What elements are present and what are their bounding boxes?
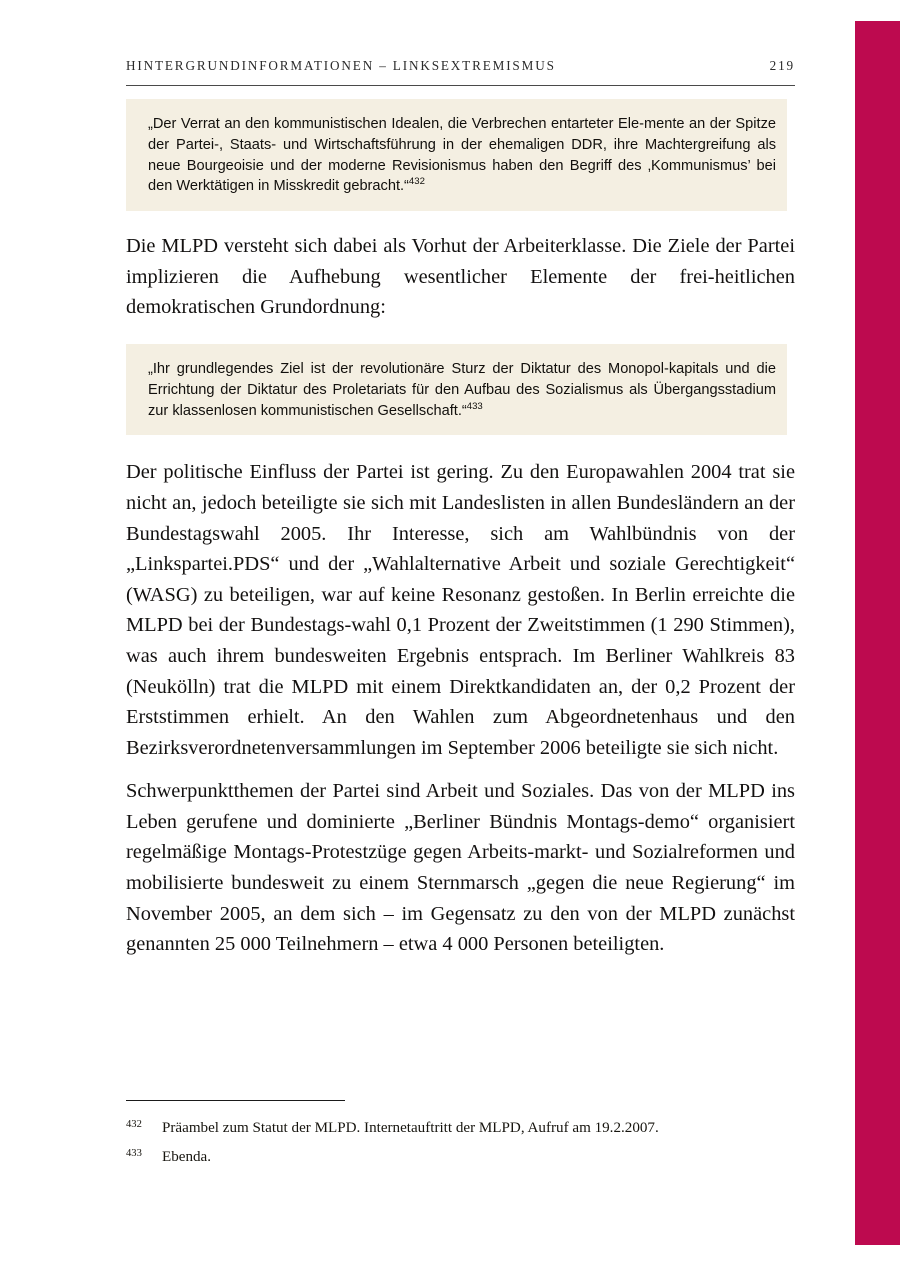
quote-block-2 — [126, 344, 787, 435]
footnote-text: Präambel zum Statut der MLPD. Internetauftritt der MLPD, Aufruf am 19.2.2007. — [162, 1120, 659, 1136]
quote-block-1 — [126, 99, 787, 211]
footnote-marker: 432 — [126, 1119, 142, 1130]
footnote-separator-rule — [126, 1100, 345, 1101]
running-header-title: HINTERGRUNDINFORMATIONEN – LINKSEXTREMISMUS — [126, 58, 556, 73]
footnote-area — [126, 1100, 795, 1176]
quote-block-2-footnote-ref: 433 — [466, 400, 483, 412]
page-number: 219 — [769, 58, 795, 73]
body-paragraph-3: Schwerpunktthemen der Partei sind Arbeit und Soziales. Das von der MLPD ins Leben gerufene und dominierte „Berliner Bündnis Montags-demo“ organisiert regelmäßige Montags-Protestzüge gegen Arbeits-markt- und Sozialreformen und mobilisierte bundesweit zu einem Sternmarsch „gegen die neue Regierung“ im November 2005, an dem sich – im Gegensatz zu den von der MLPD zunächst genannten 25 000 Teilnehmern – etwa 4 000 Personen beteiligten. — [126, 780, 795, 956]
footnote-item — [126, 1118, 795, 1138]
quote-block-2-text — [148, 359, 776, 421]
quote-block-1-footnote-ref: 432 — [408, 176, 425, 188]
footnote-item — [126, 1147, 795, 1167]
quote-block-2-body: „Ihr grundlegendes Ziel ist der revolutionäre Sturz der Diktatur des Monopol-kapitals und die Errichtung der Diktatur des Proletariats für den Aufbau des Sozialismus als Übergangsstadium zur klassenlosen kommunistischen Gesellschaft.“ — [148, 360, 776, 419]
footnote-marker: 433 — [126, 1148, 142, 1159]
quote-block-1-text — [148, 114, 776, 197]
body-paragraph-2: Der politische Einfluss der Partei ist gering. Zu den Europawahlen 2004 trat sie nicht an, jedoch beteiligte sie sich mit Landeslisten in allen Bundesländern an der Bundestagswahl 2005. Ihr Interesse, sich am Wahlbündnis von der „Linkspartei.PDS“ und der „Wahlalternative Arbeit und soziale Gerechtigkeit“ (WASG) zu beteiligen, war auf keine Resonanz gestoßen. In Berlin erreichte die MLPD bei der Bundestags-wahl 0,1 Prozent der Zweitstimmen (1 290 Stimmen), was auch ihrem bundesweiten Ergebnis entsprach. Im Berliner Wahlkreis 83 (Neukölln) trat die MLPD mit einem Direktkandidaten an, der 0,2 Prozent der Erststimmen erhielt. An den Wahlen zum Abgeordnetenhaus und den Bezirksverordnetenversammlungen im September 2006 beteiligte sie sich nicht. — [126, 461, 795, 759]
spacer — [126, 435, 795, 457]
page-edge-accent-bar — [855, 21, 900, 1245]
spacer — [126, 211, 795, 231]
quote-block-1-body: „Der Verrat an den kommunistischen Idealen, die Verbrechen entarteter Ele-mente an der Spitze der Partei-, Staats- und Wirtschaftsführung in der ehemaligen DDR, ihre Machtergreifung als neue Bourgeoisie und der moderne Revisionismus haben den Begriff des ‚Kommunismus’ bei den Werktätigen in Misskredit gebracht.“ — [148, 116, 776, 195]
running-header — [126, 59, 795, 86]
body-paragraph-1: Die MLPD versteht sich dabei als Vorhut der Arbeiterklasse. Die Ziele der Partei implizieren die Aufhebung wesentlicher Elemente der frei-heitlichen demokratischen Grundordnung: — [126, 235, 795, 319]
spacer — [126, 323, 795, 344]
footnote-text: Ebenda. — [162, 1149, 212, 1165]
page-content — [126, 99, 795, 960]
spacer — [126, 763, 795, 776]
